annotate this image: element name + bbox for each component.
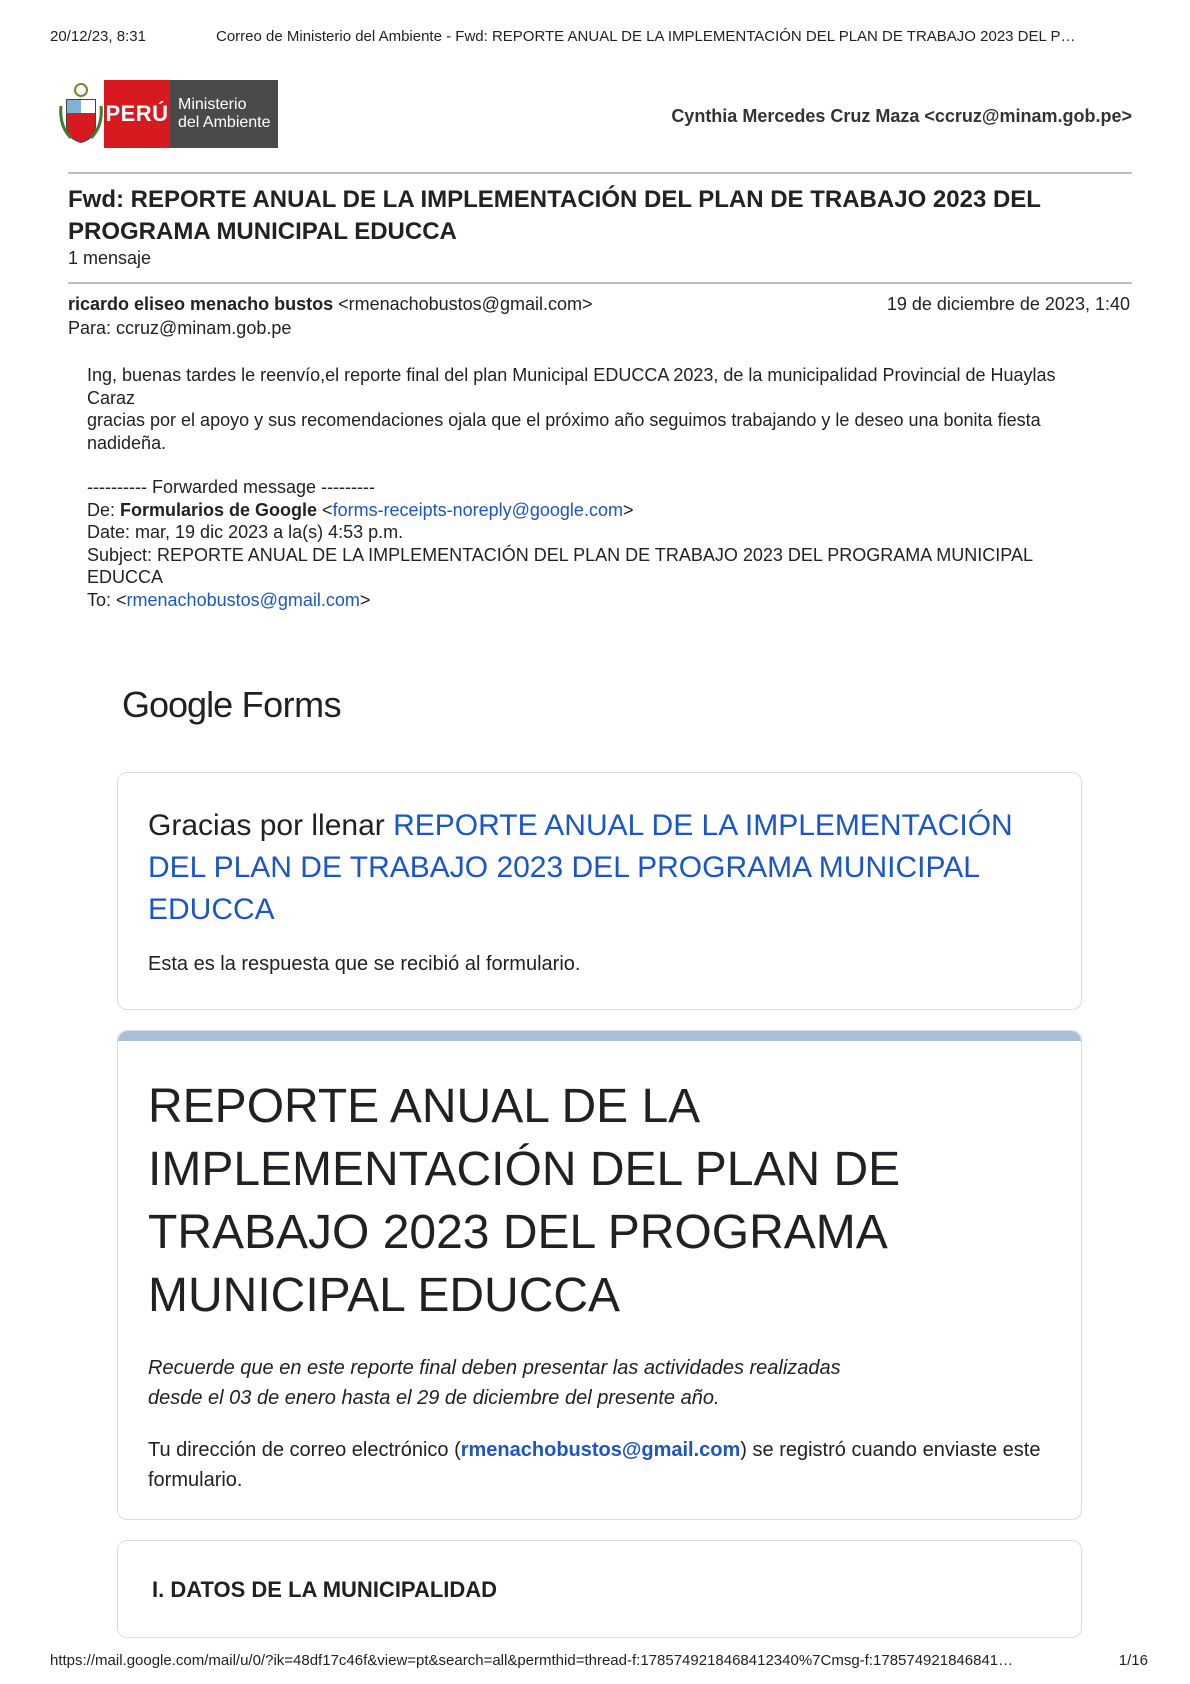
minam-logo — [58, 80, 278, 148]
section-title: I. DATOS DE LA MUNICIPALIDAD — [152, 1577, 498, 1602]
forward-date: Date: mar, 19 dic 2023 a la(s) 4:53 p.m. — [87, 522, 404, 542]
print-footer-url: https://mail.google.com/mail/u/0/?ik=48df17c46f&view=pt&search=all&permthid=thread-f:1785749218468412340%7Cmsg-f:178574921846841… — [50, 1652, 1014, 1669]
logo-ministry — [170, 80, 278, 148]
form-title: REPORTE ANUAL DE LA IMPLEMENTACIÓN DEL PLAN DE TRABAJO 2023 DEL PROGRAMA MUNICIPAL EDUCCA — [148, 1080, 901, 1322]
thanks-heading: Gracias por llenar REPORTE ANUAL DE LA IMPLEMENTACIÓN DEL PLAN DE TRABAJO 2023 DEL PROGRAMA MUNICIPAL EDUCCA — [148, 809, 1013, 926]
forward-from-email-link[interactable]: forms-receipts-noreply@google.com — [332, 499, 623, 520]
form-header-card — [117, 1030, 1082, 1520]
section-card — [117, 1540, 1082, 1638]
forward-separator: ---------- Forwarded message --------- — [87, 477, 375, 497]
forward-from-name: Formularios de Google — [120, 499, 318, 520]
message-recipient: Para: ccruz@minam.gob.pe — [68, 318, 292, 338]
divider — [68, 172, 1132, 174]
body-paragraph: Ing, buenas tardes le reenvío,el reporte final del plan Municipal EDUCCA 2023, de la municipalidad Provincial de Huaylas Caraz — [87, 365, 1056, 408]
divider — [68, 282, 1132, 284]
sender-email: <rmenachobustos@gmail.com> — [338, 294, 593, 314]
message-sender — [68, 294, 592, 315]
logo-ministry-line1: Ministerio — [178, 96, 247, 113]
form-title-link[interactable]: REPORTE ANUAL DE LA IMPLEMENTACIÓN DEL PLAN DE TRABAJO 2023 DEL PROGRAMA MUNICIPAL EDUCCA — [148, 809, 1013, 926]
body-paragraph: gracias por el apoyo y sus recomendaciones ojala que el próximo año seguimos trabajando y le deseo una bonita fiesta nadideña. — [87, 410, 1041, 453]
forms-wordmark: Forms — [232, 684, 342, 725]
thread-subject: Fwd: REPORTE ANUAL DE LA IMPLEMENTACIÓN DEL PLAN DE TRABAJO 2023 DEL PROGRAMA MUNICIPAL EDUCCA — [68, 186, 1041, 245]
google-wordmark: Google — [122, 684, 233, 725]
registered-email: rmenachobustos@gmail.com — [460, 1439, 741, 1461]
account-label: Cynthia Mercedes Cruz Maza <ccruz@minam.gob.pe> — [671, 106, 1132, 126]
peru-coat-of-arms-icon — [58, 80, 104, 148]
message-body — [87, 364, 1097, 611]
message-date: 19 de diciembre de 2023, 1:40 — [886, 294, 1130, 314]
message-count: 1 mensaje — [68, 248, 152, 268]
forward-to-email-link[interactable]: rmenachobustos@gmail.com — [126, 589, 360, 610]
email-registered-note: Tu dirección de correo electrónico (rmenachobustos@gmail.com) se registró cuando enviaste este formulario. — [148, 1439, 1041, 1491]
print-page-number: 1/16 — [1118, 1652, 1148, 1669]
response-note: Esta es la respuesta que se recibió al formulario. — [148, 953, 581, 975]
thanks-card — [117, 772, 1082, 1010]
google-forms-logo — [122, 684, 341, 726]
sender-name: ricardo eliseo menacho bustos — [68, 294, 334, 314]
forward-to: To: <rmenachobustos@gmail.com> — [87, 589, 371, 610]
forward-from: De: Formularios de Google <forms-receipts-noreply@google.com> — [87, 499, 634, 520]
print-page-title: Correo de Ministerio del Ambiente - Fwd: REPORTE ANUAL DE LA IMPLEMENTACIÓN DEL PLAN DE TRABAJO 2023 DEL P… — [216, 28, 1076, 45]
logo-ministry-line2: del Ambiente — [178, 114, 271, 131]
logo-peru-text: PERÚ — [104, 80, 170, 148]
card-accent-bar — [118, 1031, 1081, 1041]
form-instructions: Recuerde que en este reporte final deben presentar las actividades realizadas desde el 03 de enero hasta el 29 de diciembre del presente año. — [148, 1357, 841, 1409]
forward-subject: Subject: REPORTE ANUAL DE LA IMPLEMENTACIÓN DEL PLAN DE TRABAJO 2023 DEL PROGRAMA MUNICIPAL EDUCCA — [87, 544, 1033, 587]
print-datetime: 20/12/23, 8:31 — [50, 28, 146, 45]
